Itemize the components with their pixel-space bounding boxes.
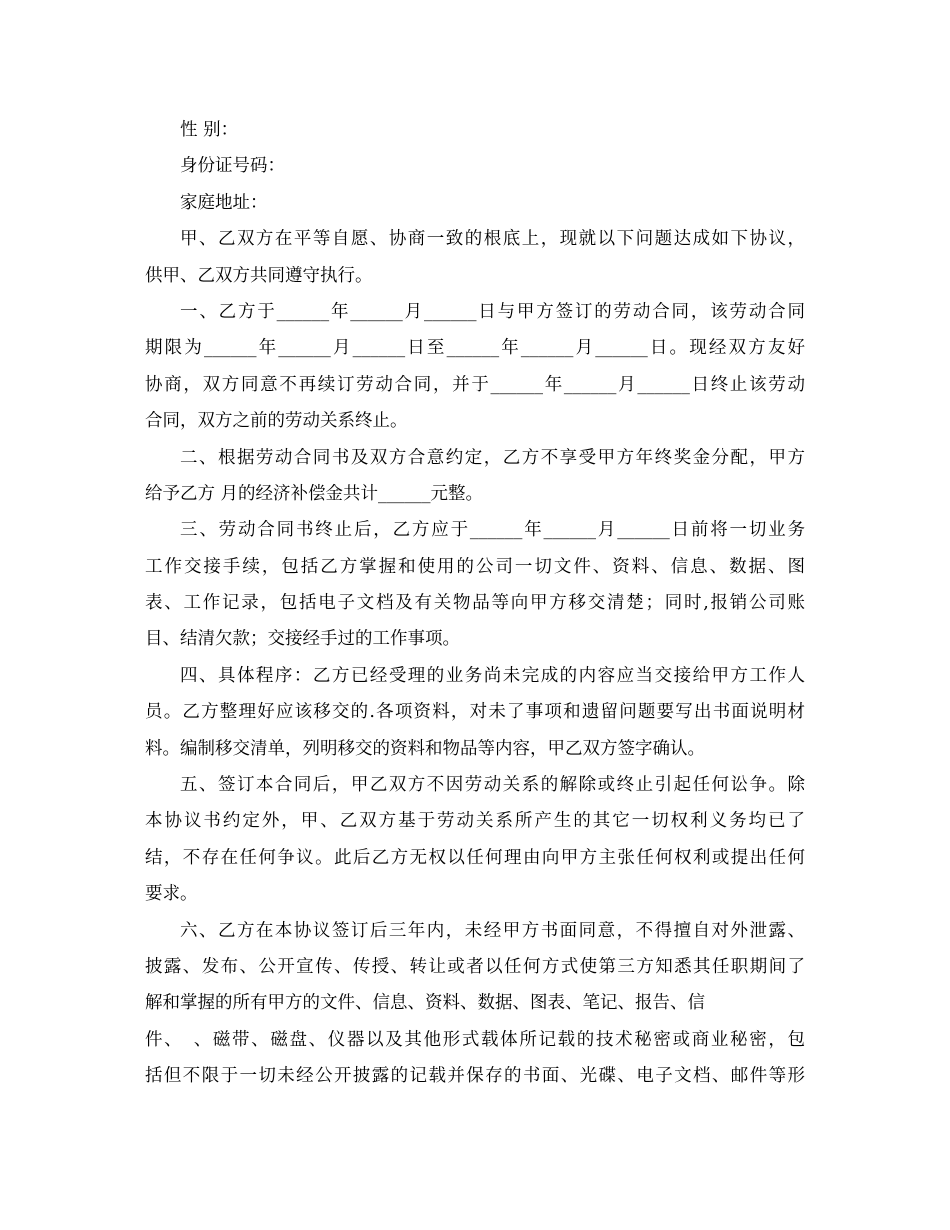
clause-3-line: 工作交接手续，包括乙方掌握和使用的公司一切文件、资料、信息、数据、图 [145, 556, 805, 577]
paragraph-preamble-line: 供甲、乙双方共同遵守执行。 [145, 265, 373, 286]
clause-6-line: 披露、发布、公开宣传、传授、转让或者以任何方式使第三方知悉其任职期间了 [145, 956, 805, 977]
clause-5-line: 结，不存在任何争议。此后乙方无权以任何理由向甲方主张任何权利或提出任何 [145, 847, 805, 868]
clause-5-line: 要求。 [145, 884, 198, 905]
clause-4-line: 员。乙方整理好应该移交的.各项资料，对未了事项和遗留问题要写出书面说明材 [145, 702, 805, 723]
clause-1-line: 一、乙方于______年______月______日与甲方签订的劳动合同，该劳动合同 [180, 301, 805, 322]
clause-4-line: 料。编制移交清单，列明移交的资料和物品等内容，甲乙双方签字确认。 [145, 738, 705, 759]
document-page [145, 112, 805, 1095]
clause-2-line: 二、根据劳动合同书及双方合意约定，乙方不享受甲方年终奖金分配，甲方 [180, 447, 805, 468]
clause-3-line: 目、结清欠款；交接经手过的工作事项。 [145, 629, 460, 650]
text-line: 身份证号码： [180, 156, 285, 177]
clause-6-line: 括但不限于一切未经公开披露的记载并保存的书面、光碟、电子文档、邮件等形 [145, 1066, 805, 1087]
clause-3-line: 三、劳动合同书终止后，乙方应于______年______月______日前将一切业务 [180, 520, 805, 541]
text-line: 家庭地址： [180, 192, 268, 213]
clause-6-line: 六、乙方在本协议签订后三年内，未经甲方书面同意，不得擅自对外泄露、 [180, 920, 805, 941]
clause-1-line: 协商，双方同意不再续订劳动合同，并于______年______月______日终止该劳动 [145, 374, 805, 395]
clause-6-line: 件、 、磁带、磁盘、仪器以及其他形式载体所记载的技术秘密或商业秘密，包 [145, 1029, 805, 1050]
paragraph-preamble-line: 甲、乙双方在平等自愿、协商一致的根底上，现就以下问题达成如下协议， [180, 229, 805, 250]
clause-6-line: 解和掌握的所有甲方的文件、信息、资料、数据、图表、笔记、报告、信 [145, 993, 705, 1014]
clause-5-line: 五、签订本合同后，甲乙双方不因劳动关系的解除或终止引起任何讼争。除 [180, 775, 805, 796]
clause-3-line: 表、工作记录，包括电子文档及有关物品等向甲方移交清楚；同时,报销公司账 [145, 593, 805, 614]
clause-1-line: 期限为______年______月______日至______年______月______日。现经双方友好 [145, 338, 805, 359]
clause-4-line: 四、具体程序：乙方已经受理的业务尚未完成的内容应当交接给甲方工作人 [180, 665, 805, 686]
clause-1-line: 合同，双方之前的劳动关系终止。 [145, 411, 408, 432]
text-line: 性 别： [180, 120, 239, 140]
clause-2-line: 给予乙方 月的经济补偿金共计______元整。 [145, 483, 484, 504]
clause-5-line: 本协议书约定外，甲、乙双方基于劳动关系所产生的其它一切权利义务均已了 [145, 811, 805, 832]
